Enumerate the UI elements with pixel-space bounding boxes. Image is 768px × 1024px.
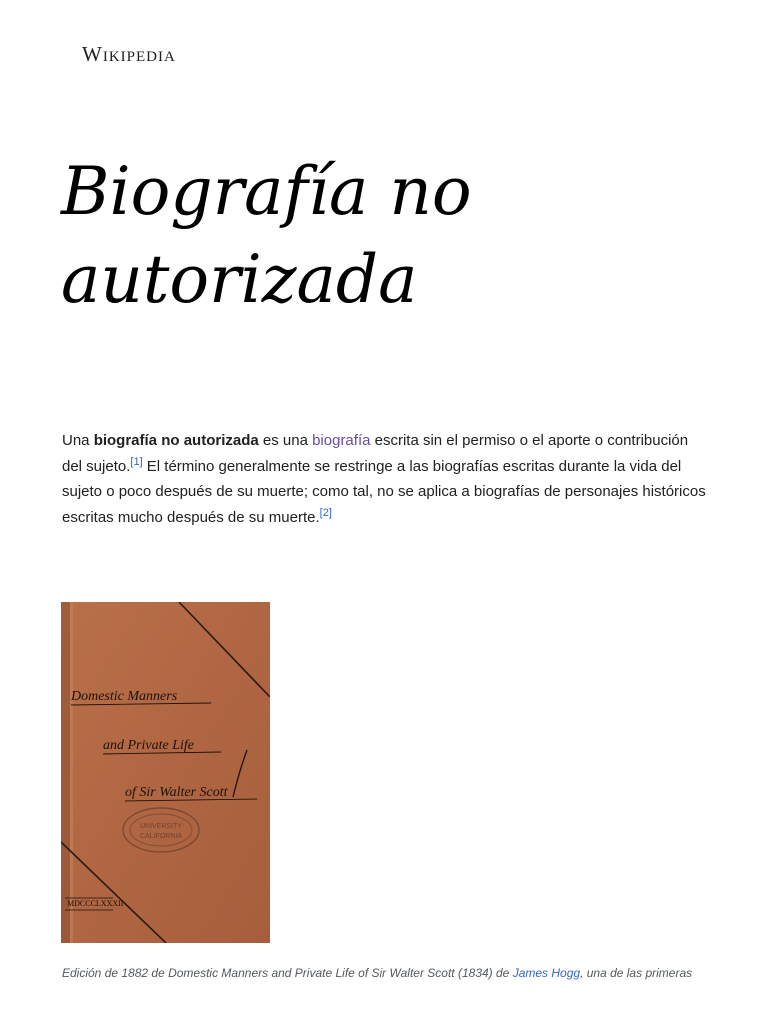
cover-line-1: Domestic Manners [71,689,178,704]
stamp-line-1: UNIVERSITY [139,823,183,830]
book-cover-image[interactable] [61,602,270,943]
page-title: Biografía no autorizada [61,153,472,318]
cover-date-label: MDCCCLXXXII [67,899,124,908]
stamp-line-2: CALIFORNIA [139,833,183,840]
lead-text-1: Una [62,432,94,449]
book-cover-illustration [61,602,270,943]
caption-text-2: , una de las primeras [580,966,693,980]
cover-line-3: of Sir Walter Scott [125,785,228,800]
lead-text-4: El término generalmente se restringe a las biografías escritas durante la vida del sujeto o poco después de su muerte; como tal, no se aplica a biografías de personajes históricos escritas mucho después de su muerte. [62,457,706,526]
caption-link-james-hogg[interactable]: James Hogg [512,966,581,980]
lead-bold-term: biografía no autorizada [93,432,259,449]
lead-text-3: escrita sin el permiso o el aporte o contribución del sujeto. [62,432,689,475]
figure-caption [62,966,702,980]
lead-paragraph [62,428,712,530]
link-biografia[interactable]: biografía [312,432,371,449]
caption-text-1: Edición de 1882 de Domestic Manners and Private Life of Sir Walter Scott (1834) de [62,966,513,980]
cover-line-2: and Private Life [103,738,194,753]
lead-text-2: es una [258,432,313,449]
site-header [82,42,176,72]
wikipedia-wordmark[interactable]: Wikipedia [82,42,176,66]
reference-1[interactable]: [1] [130,455,143,468]
reference-2[interactable]: [2] [319,506,332,519]
